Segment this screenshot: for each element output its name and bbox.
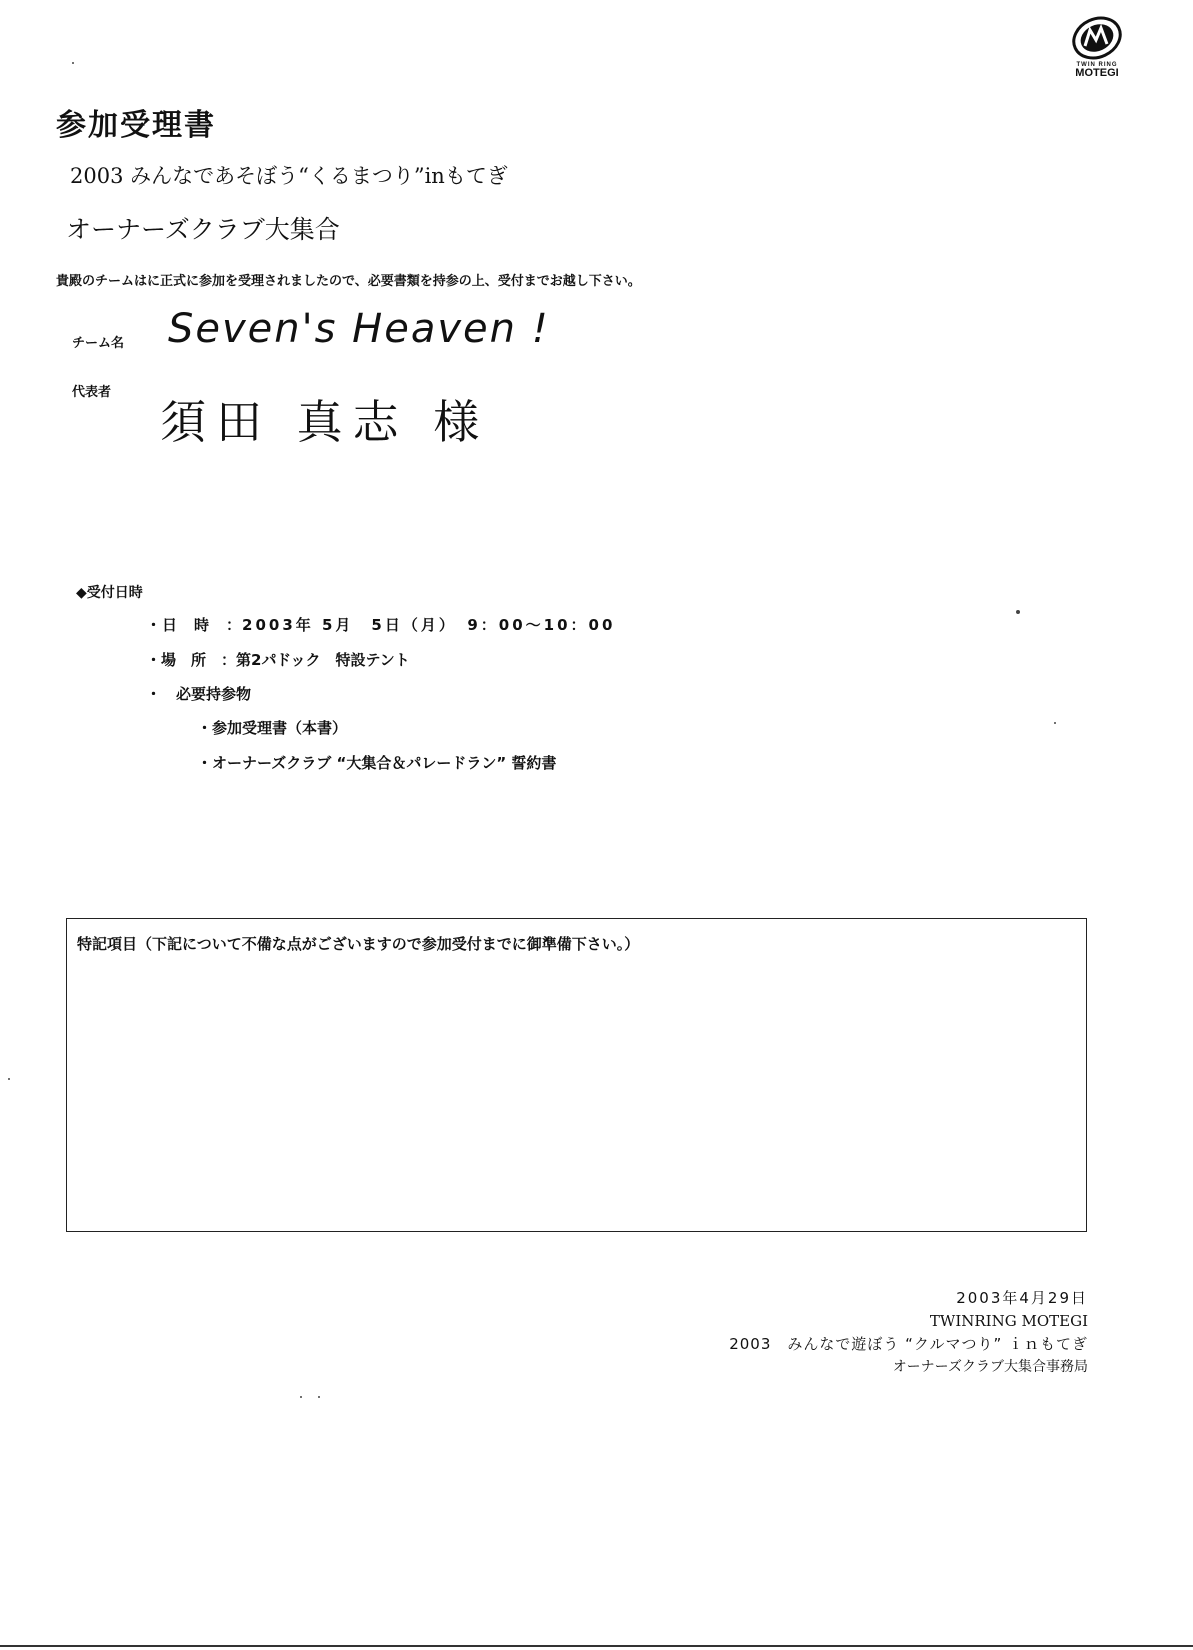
team-name-handwritten: Seven's Heaven ! [168,306,550,352]
representative-label: 代表者 [72,385,112,400]
place-value: 第2パドック 特設テント [236,651,410,669]
logo-line2: MOTEGI [1075,67,1119,79]
datetime-label: ・日 時 ： [146,616,243,634]
required-item: ・オーナーズクラブ “大集合＆パレードラン” 誓約書 [197,754,557,772]
required-item: ・参加受理書（本書） [197,719,348,737]
bottom-scan-edge [0,1645,1193,1647]
representative-handwritten: 須田 真志 様 [160,395,490,449]
footer-office: オーナーズクラブ大集合事務局 [892,1359,1088,1375]
footer-event: 2003 みんなで遊ぼう “クルマつり” ｉｎもてぎ [729,1335,1088,1353]
footer-date: 2003年4月29日 [956,1289,1088,1307]
place-label: ・場 所 ： [146,651,237,669]
scan-speck [72,62,74,64]
reception-heading: ◆受付日時 [76,585,143,601]
event-subtitle: オーナーズクラブ大集合 [66,215,340,244]
scan-speck [1054,722,1056,724]
scan-speck [8,1078,10,1080]
footer-organization: TWINRING MOTEGI [929,1312,1088,1330]
required-items-label: ・ 必要持参物 [146,685,252,703]
reception-datetime-line [146,614,615,635]
scan-speck [1016,610,1020,614]
intro-text: 貴殿のチームはに正式に参加を受理されましたので、必要書類を持参の上、受付までお越し下さい。 [56,274,641,289]
twin-ring-motegi-logo [1062,16,1132,78]
notes-title: 特記項目（下記について不備な点がございますので参加受付までに御準備下さい。） [77,935,640,953]
reception-place-line [146,649,410,670]
notes-box [66,918,1087,1232]
document-title: 参加受理書 [56,108,216,143]
event-name: 2003 みんなであそぼう“くるまつり”inもてぎ [70,164,508,188]
datetime-value: 2003年 5月 5日（月） 9：00〜10：00 [242,616,616,634]
scan-speck [318,1396,320,1398]
logo-emblem-icon [1068,16,1126,64]
logo-line1: TWIN RING [1076,62,1118,68]
team-name-label: チーム名 [72,336,125,351]
scan-speck [300,1396,302,1398]
footer-block [729,1287,1088,1379]
